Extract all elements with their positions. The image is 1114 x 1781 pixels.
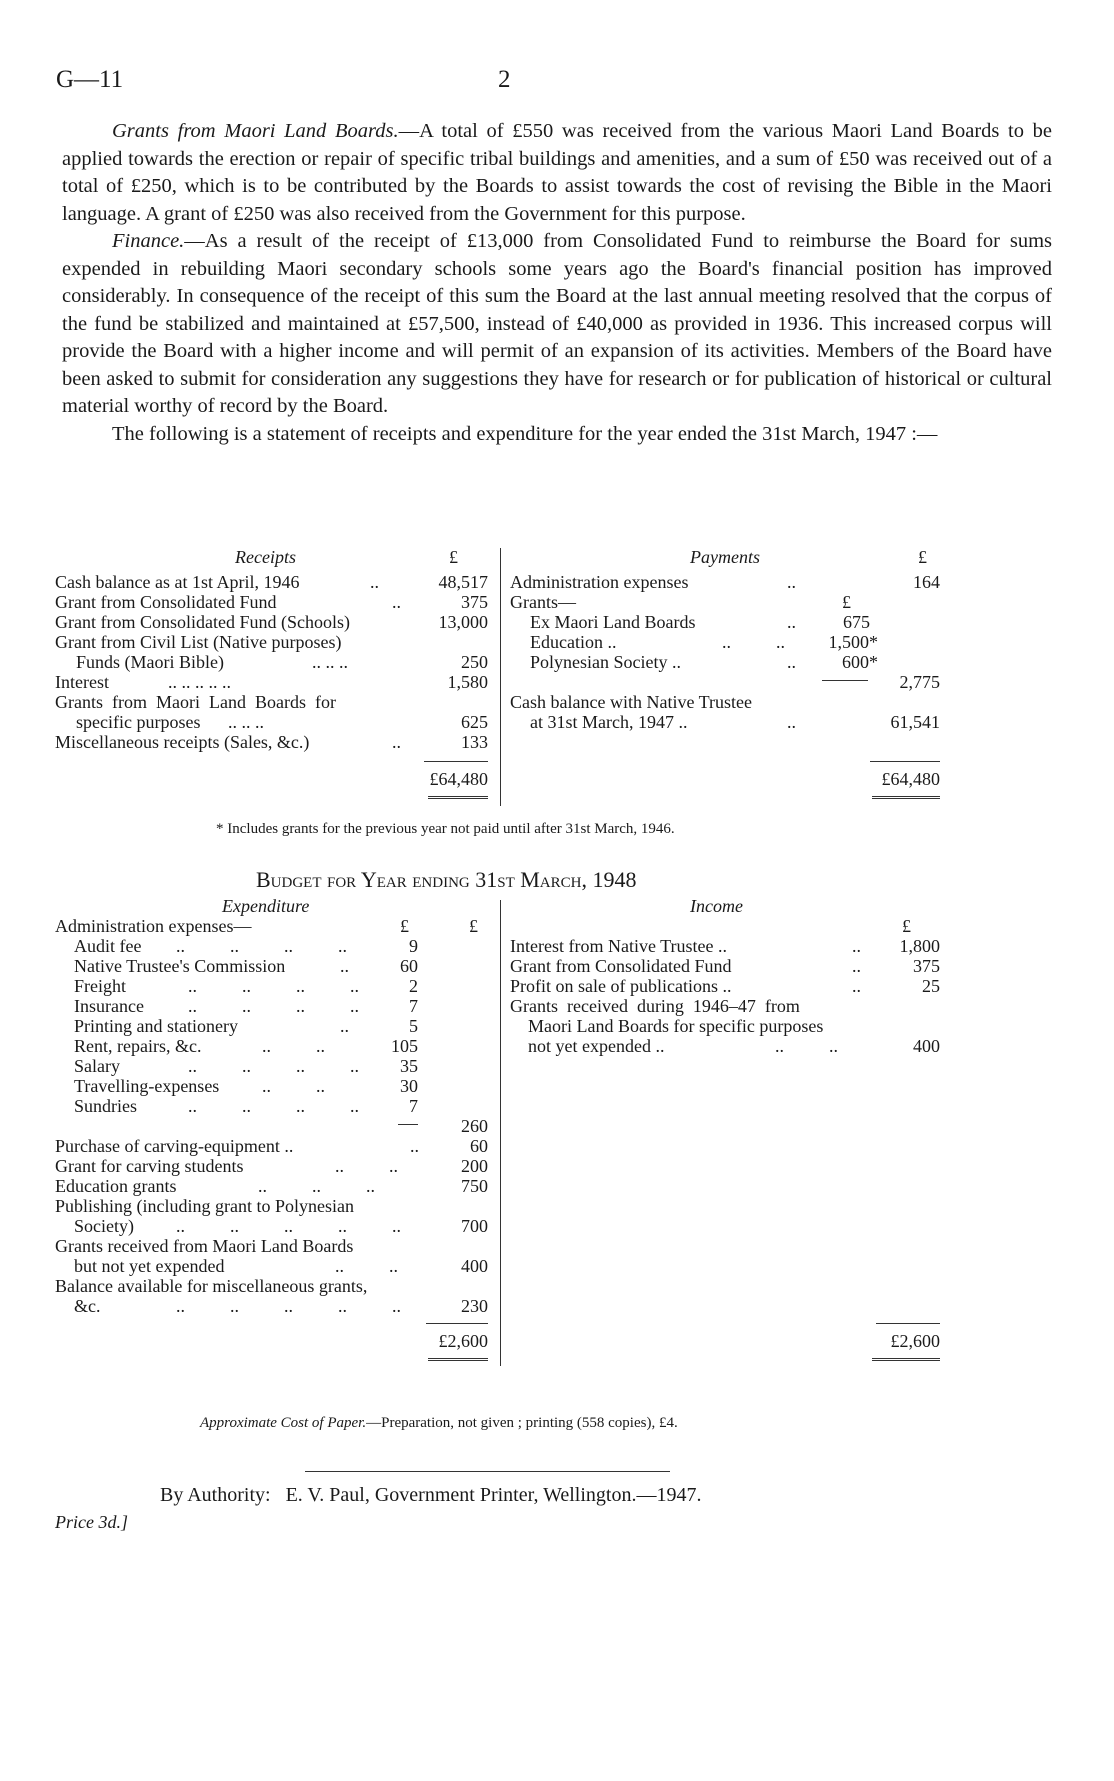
total-double-rule — [428, 1358, 488, 1361]
leader-dots: .. .. — [335, 1156, 398, 1176]
receipt-label: Cash balance as at 1st April, 1946 — [55, 572, 300, 592]
expense-label: Publishing (including grant to Polynesian — [55, 1196, 354, 1216]
expense-group-label: Administration expenses— — [55, 916, 252, 936]
payment-amount: 164 — [913, 572, 940, 592]
receipt-dots: .. .. .. — [312, 652, 348, 672]
receipt-label: Grant from Civil List (Native purposes) — [55, 632, 342, 652]
expense-label: Sundries — [74, 1096, 137, 1116]
total-double-rule — [428, 796, 488, 799]
payment-label: Administration expenses — [510, 572, 689, 592]
total-double-rule — [872, 796, 940, 799]
receipt-amount: 625 — [461, 712, 488, 732]
receipt-dots: .. .. .. .. .. — [168, 672, 231, 692]
paragraph-statement-intro: The following is a statement of receipts and expenditure for the year ended the 31st March, 1947 :— — [112, 422, 938, 445]
receipt-label: Grant from Consolidated Fund — [55, 592, 277, 612]
payments-heading: Payments — [690, 547, 760, 567]
expense-label: Education grants — [55, 1176, 177, 1196]
cost-note-text: —Preparation, not given ; printing (558 copies), £4. — [366, 1415, 678, 1431]
paragraph-finance — [62, 228, 1052, 421]
receipt-label: specific purposes — [76, 712, 201, 732]
payment-dots: .. .. — [722, 632, 785, 652]
expense-amount: 60 — [400, 956, 418, 976]
receipt-dots: .. — [392, 732, 401, 752]
receipt-amount: 133 — [461, 732, 488, 752]
expense-label: Freight — [74, 976, 126, 996]
income-label: not yet expended .. — [528, 1036, 665, 1056]
paragraph-title: Finance. — [112, 230, 185, 252]
expense-label: Society) — [74, 1216, 134, 1236]
payment-amount: 61,541 — [890, 712, 940, 732]
page-number: 2 — [498, 66, 511, 93]
expense-label: Rent, repairs, &c. — [74, 1036, 202, 1056]
payment-dots: .. — [787, 652, 796, 672]
cost-note — [200, 1415, 678, 1432]
expense-amount: 60 — [470, 1136, 488, 1156]
receipts-total: £64,480 — [429, 769, 488, 789]
expense-amount: 5 — [409, 1016, 418, 1036]
total-double-rule — [872, 1358, 940, 1361]
body-text — [62, 118, 1052, 448]
document-reference: G—11 — [56, 66, 124, 93]
expense-label: Salary — [74, 1056, 120, 1076]
cost-note-label: Approximate Cost of Paper. — [200, 1415, 367, 1431]
imprint: By Authority: E. V. Paul, Government Printer, Wellington.—1947. — [160, 1484, 702, 1506]
receipt-label: Grants from Maori Land Boards for — [55, 692, 336, 712]
paragraph-grants — [62, 118, 1052, 228]
expense-amount: 200 — [461, 1156, 488, 1176]
payment-amount: 1,500* — [828, 632, 878, 652]
expense-amount: 9 — [409, 936, 418, 956]
leader-dots: .. — [410, 1136, 419, 1156]
sum-rule — [870, 761, 940, 762]
receipt-amount: 250 — [461, 652, 488, 672]
expense-amount: 7 — [409, 1096, 418, 1116]
receipts-heading: Receipts — [235, 547, 296, 567]
leader-dots: .. .. — [775, 1036, 838, 1056]
receipt-dots: .. .. .. — [228, 712, 264, 732]
income-amount: 375 — [913, 956, 940, 976]
expenditure-total: £2,600 — [438, 1331, 488, 1351]
expense-label: Purchase of carving-equipment .. — [55, 1136, 294, 1156]
leader-dots: .. .. .. .. .. — [176, 1296, 401, 1316]
currency-symbol: £ — [902, 916, 911, 936]
payment-dots: .. — [787, 712, 796, 732]
leader-dots: .. .. .. .. — [188, 1056, 359, 1076]
expense-amount: 700 — [461, 1216, 488, 1236]
expense-label: Balance available for miscellaneous grants, — [55, 1276, 368, 1296]
income-heading: Income — [690, 896, 743, 916]
leader-dots: .. — [852, 956, 861, 976]
expense-label: Travelling-expenses — [74, 1076, 220, 1096]
receipt-label: Funds (Maori Bible) — [76, 652, 224, 672]
currency-symbol: £ — [469, 916, 478, 936]
receipt-amount: 48,517 — [438, 572, 488, 592]
expense-label: but not yet expended — [74, 1256, 225, 1276]
receipt-label: Interest — [55, 672, 109, 692]
payment-dots: .. — [787, 572, 796, 592]
leader-dots: .. .. .. — [258, 1176, 375, 1196]
expense-amount: 105 — [391, 1036, 418, 1056]
sum-rule — [398, 1124, 418, 1125]
payment-amount: 600* — [842, 652, 878, 672]
receipt-dots: .. — [392, 592, 401, 612]
receipt-amount: 375 — [461, 592, 488, 612]
receipt-label: Miscellaneous receipts (Sales, &c.) — [55, 732, 310, 752]
footnote: * Includes grants for the previous year not paid until after 31st March, 1946. — [216, 821, 675, 837]
currency-symbol: £ — [400, 916, 409, 936]
paragraph-body: —A total of £550 was received from the various Maori Land Boards to be applied towards the erection or repair of specific tribal buildings and amenities, and a sum of £50 was received out of a total of £250, which is to be contributed by the Boards to assist towards the cost of revising the Bible in the Maori language. A grant of £250 was also received from the Government for this purpose. — [62, 120, 1052, 225]
leader-dots: .. .. .. .. — [188, 1096, 359, 1116]
income-amount: 400 — [913, 1036, 940, 1056]
leader-dots: .. .. .. .. .. — [176, 1216, 401, 1236]
leader-dots: .. — [340, 1016, 349, 1036]
payment-label: Grants— — [510, 592, 576, 612]
expense-amount: 400 — [461, 1256, 488, 1276]
leader-dots: .. .. .. .. — [188, 976, 359, 996]
income-label: Grant from Consolidated Fund — [510, 956, 732, 976]
expense-amount: 260 — [461, 1116, 488, 1136]
column-divider — [500, 548, 501, 806]
sum-rule — [424, 761, 488, 762]
income-label: Profit on sale of publications .. — [510, 976, 732, 996]
currency-symbol: £ — [449, 547, 458, 567]
expense-label: Audit fee — [74, 936, 142, 956]
expense-label: Native Trustee's Commission — [74, 956, 286, 976]
payment-amount: 2,775 — [899, 672, 940, 692]
payment-label: Cash balance with Native Trustee — [510, 692, 752, 712]
expense-amount: 30 — [400, 1076, 418, 1096]
sum-rule — [876, 1323, 940, 1324]
payment-label: at 31st March, 1947 .. — [530, 712, 688, 732]
leader-dots: .. — [340, 956, 349, 976]
expense-amount: 35 — [400, 1056, 418, 1076]
income-label: Maori Land Boards for specific purposes — [528, 1016, 824, 1036]
currency-symbol: £ — [918, 547, 927, 567]
income-amount: 25 — [922, 976, 940, 996]
receipt-amount: 13,000 — [438, 612, 488, 632]
income-total: £2,600 — [890, 1331, 940, 1351]
income-label: Grants received during 1946–47 from — [510, 996, 800, 1016]
expense-label: Insurance — [74, 996, 144, 1016]
leader-dots: .. .. — [335, 1256, 398, 1276]
leader-dots: .. — [852, 936, 861, 956]
receipt-dots: .. — [370, 572, 379, 592]
payment-label: Polynesian Society .. — [530, 652, 681, 672]
payment-amount: 675 — [843, 612, 870, 632]
payments-total: £64,480 — [881, 769, 940, 789]
paragraph-title: Grants from Maori Land Boards. — [112, 120, 399, 142]
footer-rule — [305, 1471, 670, 1472]
expense-amount: 230 — [461, 1296, 488, 1316]
payment-label: Ex Maori Land Boards — [530, 612, 696, 632]
income-amount: 1,800 — [899, 936, 940, 956]
income-label: Interest from Native Trustee .. — [510, 936, 727, 956]
leader-dots: .. .. .. .. — [188, 996, 359, 1016]
paragraph-body: —As a result of the receipt of £13,000 from Consolidated Fund to reimburse the Board for sums expended in rebuilding Maori secondary schools some years ago the Board's financial position has improved considerably. In consequence of the receipt of this sum the Board at the last annual meeting resolved that the corpus of the fund be stabilized and maintained at £57,500, instead of £40,000 as provided in 1936. This increased corpus will provide the Board with a higher income and will permit of an expansion of its activities. Members of the Board have been asked to submit for consideration any suggestions they have for research or for publication of historical or cultural material worthy of record by the Board. — [62, 230, 1052, 417]
expense-label: Grants received from Maori Land Boards — [55, 1236, 354, 1256]
price: Price 3d.] — [55, 1512, 128, 1532]
expense-label: Grant for carving students — [55, 1156, 244, 1176]
budget-title: Budget for Year ending 31st March, 1948 — [256, 867, 637, 892]
sum-rule — [426, 1323, 488, 1324]
leader-dots: .. — [852, 976, 861, 996]
receipt-label: Grant from Consolidated Fund (Schools) — [55, 612, 350, 632]
leader-dots: .. .. — [262, 1036, 325, 1056]
expense-amount: 7 — [409, 996, 418, 1016]
leader-dots: .. .. .. .. — [176, 936, 347, 956]
expenditure-heading: Expenditure — [222, 896, 310, 916]
payment-dots: .. — [787, 612, 796, 632]
expense-label: Printing and stationery — [74, 1016, 238, 1036]
receipt-amount: 1,580 — [447, 672, 488, 692]
currency-symbol: £ — [842, 592, 851, 612]
expense-amount: 2 — [409, 976, 418, 996]
leader-dots: .. .. — [262, 1076, 325, 1096]
payment-label: Education .. — [530, 632, 617, 652]
expense-amount: 750 — [461, 1176, 488, 1196]
expense-label: &c. — [74, 1296, 101, 1316]
column-divider — [500, 900, 501, 1366]
